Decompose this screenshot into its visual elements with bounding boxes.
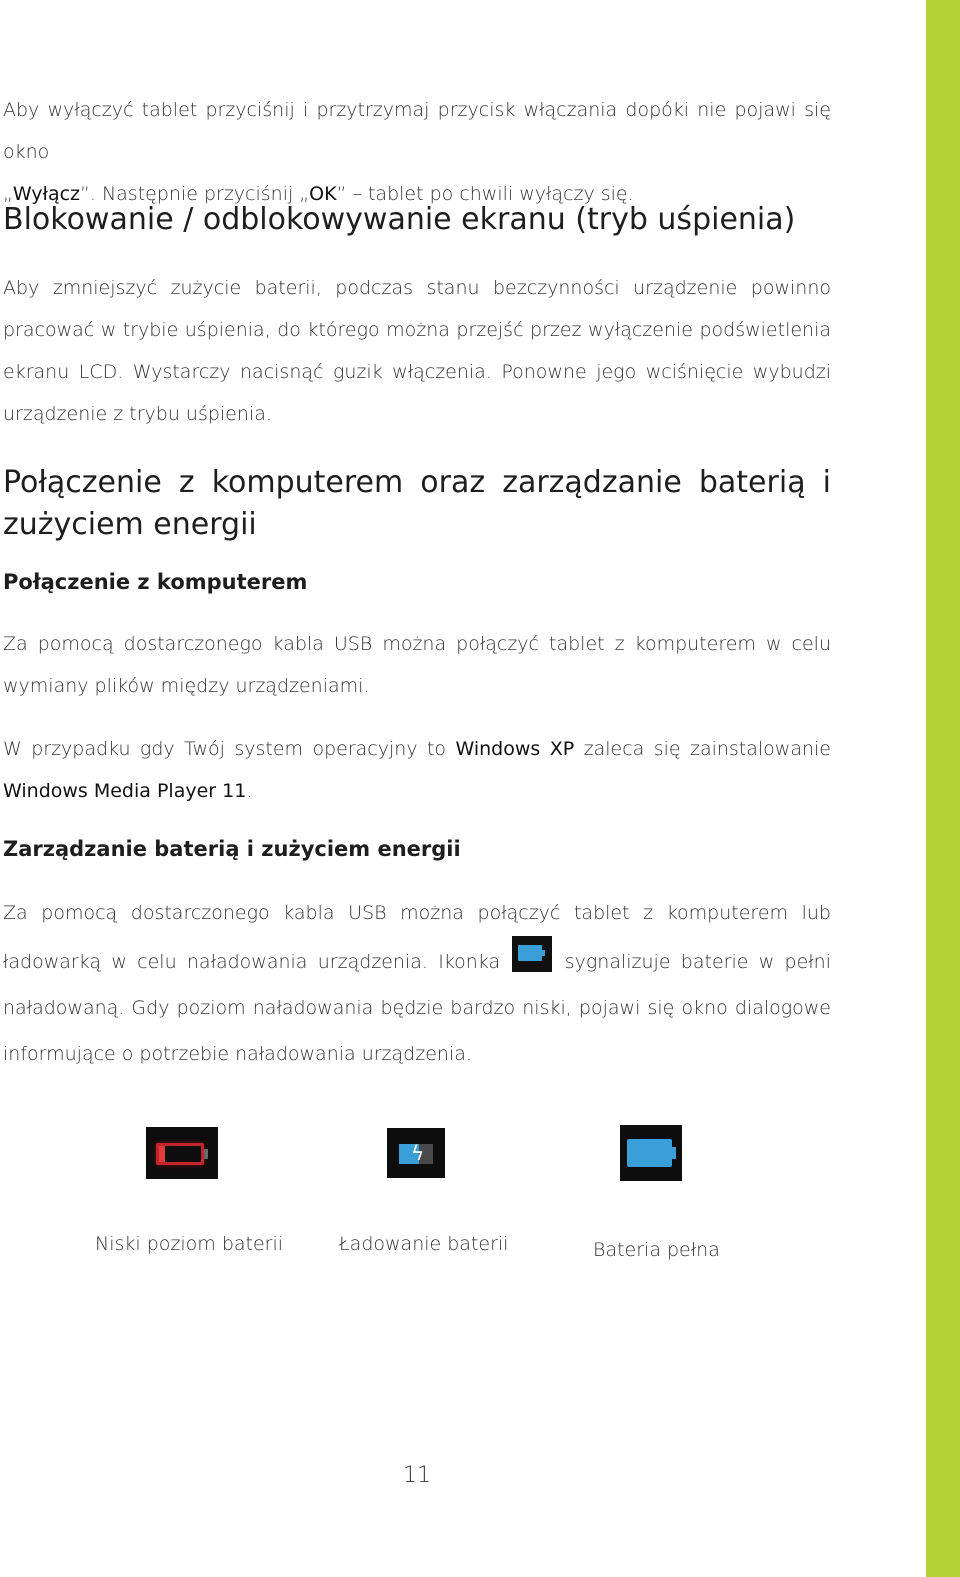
battery-charging-icon: ϟ xyxy=(387,1128,445,1178)
connection-subheading: Połączenie z komputerem xyxy=(3,570,308,594)
connection-paragraph-2 xyxy=(3,728,831,812)
open-quote: „ xyxy=(3,183,13,205)
windows-xp-label: Windows XP xyxy=(455,738,575,760)
battery-subheading: Zarządzanie baterią i zużyciem energii xyxy=(3,837,461,861)
battery-full-caption: Bateria pełna xyxy=(593,1239,720,1261)
wylacz-label: Wyłącz xyxy=(12,183,81,205)
connection-paragraph-1: Za pomocą dostarczonego kabla USB można połączyć tablet z komputerem w celu wymiany plików między urządzeniami. xyxy=(3,633,831,697)
battery-paragraph xyxy=(3,890,831,1077)
battery-low-icon xyxy=(146,1127,218,1179)
battery-low-caption: Niski poziom baterii xyxy=(95,1233,284,1255)
connection-p2-start: W przypadku gdy Twój system operacyjny to xyxy=(3,738,456,760)
intro-mid: ”. Następnie przyciśnij „ xyxy=(80,183,310,205)
connection-p2-end: . xyxy=(246,780,253,802)
intro-paragraph xyxy=(3,89,831,215)
battery-body-part1: Za pomocą dostarczonego kabla USB można połączyć tablet z komputerem lub ładowarką w celu naładowania urządzenia. Ikonka xyxy=(3,902,831,973)
connection-p2-mid: zaleca się zainstalowanie xyxy=(574,738,832,760)
intro-line1: Aby wyłączyć tablet przyciśnij i przytrzymaj przycisk włączania dopóki nie pojawi się okno xyxy=(3,99,831,163)
battery-full-icon xyxy=(620,1125,682,1181)
lock-heading: Blokowanie / odblokowywanie ekranu (tryb uśpienia) xyxy=(3,202,796,237)
inline-battery-full-icon xyxy=(512,936,552,972)
intro-end: ” – tablet po chwili wyłączy się. xyxy=(336,183,634,205)
battery-charging-caption: Ładowanie baterii xyxy=(339,1233,509,1255)
page-number: 11 xyxy=(403,1463,431,1488)
side-accent-bar xyxy=(926,0,960,1577)
ok-label: OK xyxy=(309,183,337,205)
connection-heading: Połączenie z komputerem oraz zarządzanie baterią i zużyciem energii xyxy=(3,465,831,542)
wmp-label: Windows Media Player 11 xyxy=(3,780,247,802)
battery-body-part2: sygnalizuje baterie w pełni naładowaną. Gdy poziom naładowania będzie bardzo niski, pojawi się okno dialogowe informujące o potrzebie naładowania urządzenia. xyxy=(3,951,832,1065)
lock-paragraph: Aby zmniejszyć zużycie baterii, podczas stanu bezczynności urządzenie powinno pracować w trybie uśpienia, do którego można przejść przez wyłączenie podświetlenia ekranu LCD. Wystarczy nacisnąć guzik włączenia. Ponowne jego wciśnięcie wybudzi urządzenie z trybu uśpienia. xyxy=(3,277,831,425)
